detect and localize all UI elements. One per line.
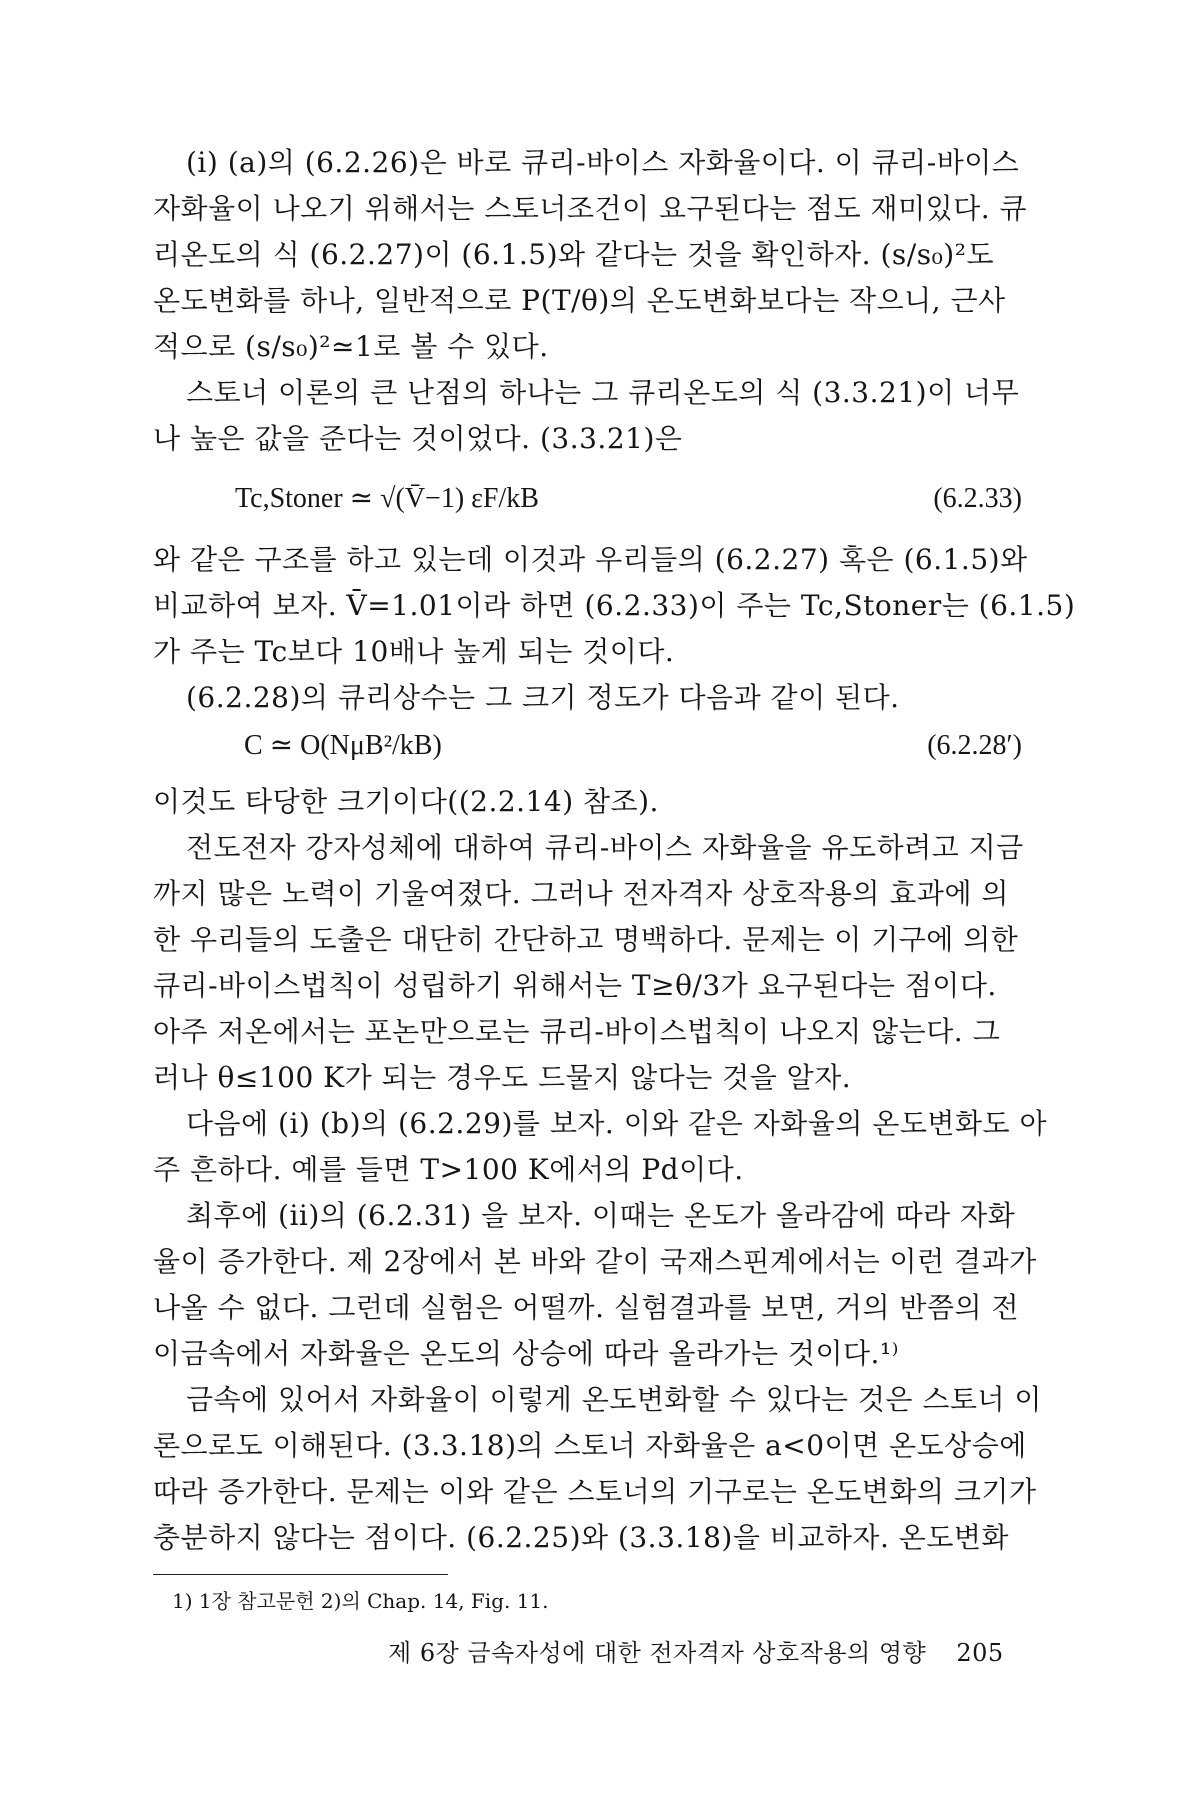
text-line: 까지 많은 노력이 기울여졌다. 그러나 전자격자 상호작용의 효과에 의 (153, 877, 1009, 910)
text-line: 이것도 타당한 크기이다((2.2.14) 참조). (153, 785, 659, 818)
page-number: 205 (956, 1639, 1004, 1667)
footnote: 1) 1장 참고문헌 2)의 Chap. 14, Fig. 11. (172, 1589, 549, 1613)
text-line: 자화율이 나오기 위해서는 스토너조건이 요구된다는 점도 재미있다. 큐 (153, 192, 1028, 225)
text-line: 따라 증가한다. 문제는 이와 같은 스토너의 기구로는 온도변화의 크기가 (153, 1475, 1037, 1508)
text-line: 비교하여 보자. V̄=1.01이라 하면 (6.2.33)이 주는 Tc,Stoner는 (6.1.5) (153, 589, 1076, 622)
text-line: 나 높은 값을 준다는 것이었다. (3.3.21)은 (153, 422, 683, 455)
text-line: 한 우리들의 도출은 대단히 간단하고 명백하다. 문제는 이 기구에 의한 (153, 923, 1019, 956)
text-line: 가 주는 Tc보다 10배나 높게 되는 것이다. (153, 635, 675, 668)
text-line: 충분하지 않다는 점이다. (6.2.25)와 (3.3.18)을 비교하자. 온도변화 (153, 1521, 1009, 1554)
text-line: 나올 수 없다. 그런데 실험은 어떨까. 실험결과를 보면, 거의 반쯤의 전 (153, 1291, 1020, 1324)
text-line: 전도전자 강자성체에 대하여 큐리-바이스 자화율을 유도하려고 지금 (186, 831, 1024, 864)
running-footer (388, 1636, 1004, 1670)
text-line: 최후에 (ii)의 (6.2.31) 을 보자. 이때는 온도가 올라감에 따라 자화 (186, 1199, 1016, 1232)
text-line: 러나 θ≤100 K가 되는 경우도 드물지 않다는 것을 알자. (153, 1061, 852, 1094)
text-line: 리온도의 식 (6.2.27)이 (6.1.5)와 같다는 것을 확인하자. (s/s₀)²도 (153, 238, 994, 271)
text-line: 이금속에서 자화율은 온도의 상승에 따라 올라가는 것이다.¹⁾ (153, 1337, 900, 1370)
text-line: 금속에 있어서 자화율이 이렇게 온도변화할 수 있다는 것은 스토너 이 (186, 1383, 1042, 1416)
chapter-title: 제 6장 금속자성에 대한 전자격자 상호작용의 영향 (388, 1639, 927, 1667)
text-line: 율이 증가한다. 제 2장에서 본 바와 같이 국재스핀계에서는 이런 결과가 (153, 1245, 1037, 1278)
equation-number: (6.2.33) (933, 483, 1022, 514)
text-line: 주 흔하다. 예를 들면 T>100 K에서의 Pd이다. (153, 1153, 744, 1186)
equation-number: (6.2.28′) (927, 730, 1022, 761)
text-line: 적으로 (s/s₀)²≃1로 볼 수 있다. (153, 330, 549, 363)
text-line: 큐리-바이스법칙이 성립하기 위해서는 T≥θ/3가 요구된다는 점이다. (153, 969, 997, 1002)
text-line: 다음에 (i) (b)의 (6.2.29)를 보자. 이와 같은 자화율의 온도변화도 아 (186, 1107, 1047, 1140)
text-line: 온도변화를 하나, 일반적으로 P(T/θ)의 온도변화보다는 작으니, 근사 (153, 284, 1006, 317)
text-line: 아주 저온에서는 포논만으로는 큐리-바이스법칙이 나오지 않는다. 그 (153, 1015, 1001, 1048)
equation-6-2-28-prime: C ≃ O(NμB²/kB) (244, 730, 442, 761)
text-line: (i) (a)의 (6.2.26)은 바로 큐리-바이스 자화율이다. 이 큐리-바이스 (186, 146, 1020, 179)
text-line: 스토너 이론의 큰 난점의 하나는 그 큐리온도의 식 (3.3.21)이 너무 (186, 376, 1020, 409)
text-line: 론으로도 이해된다. (3.3.18)의 스토너 자화율은 a<0이면 온도상승에 (153, 1429, 1027, 1462)
footnote-separator (153, 1574, 448, 1575)
equation-6-2-33: Tc,Stoner ≃ √(V̄−1) εF/kB (235, 483, 539, 514)
text-line: 와 같은 구조를 하고 있는데 이것과 우리들의 (6.2.27) 혹은 (6.1.5)와 (153, 543, 1028, 576)
text-line: (6.2.28)의 큐리상수는 그 크기 정도가 다음과 같이 된다. (186, 681, 900, 714)
